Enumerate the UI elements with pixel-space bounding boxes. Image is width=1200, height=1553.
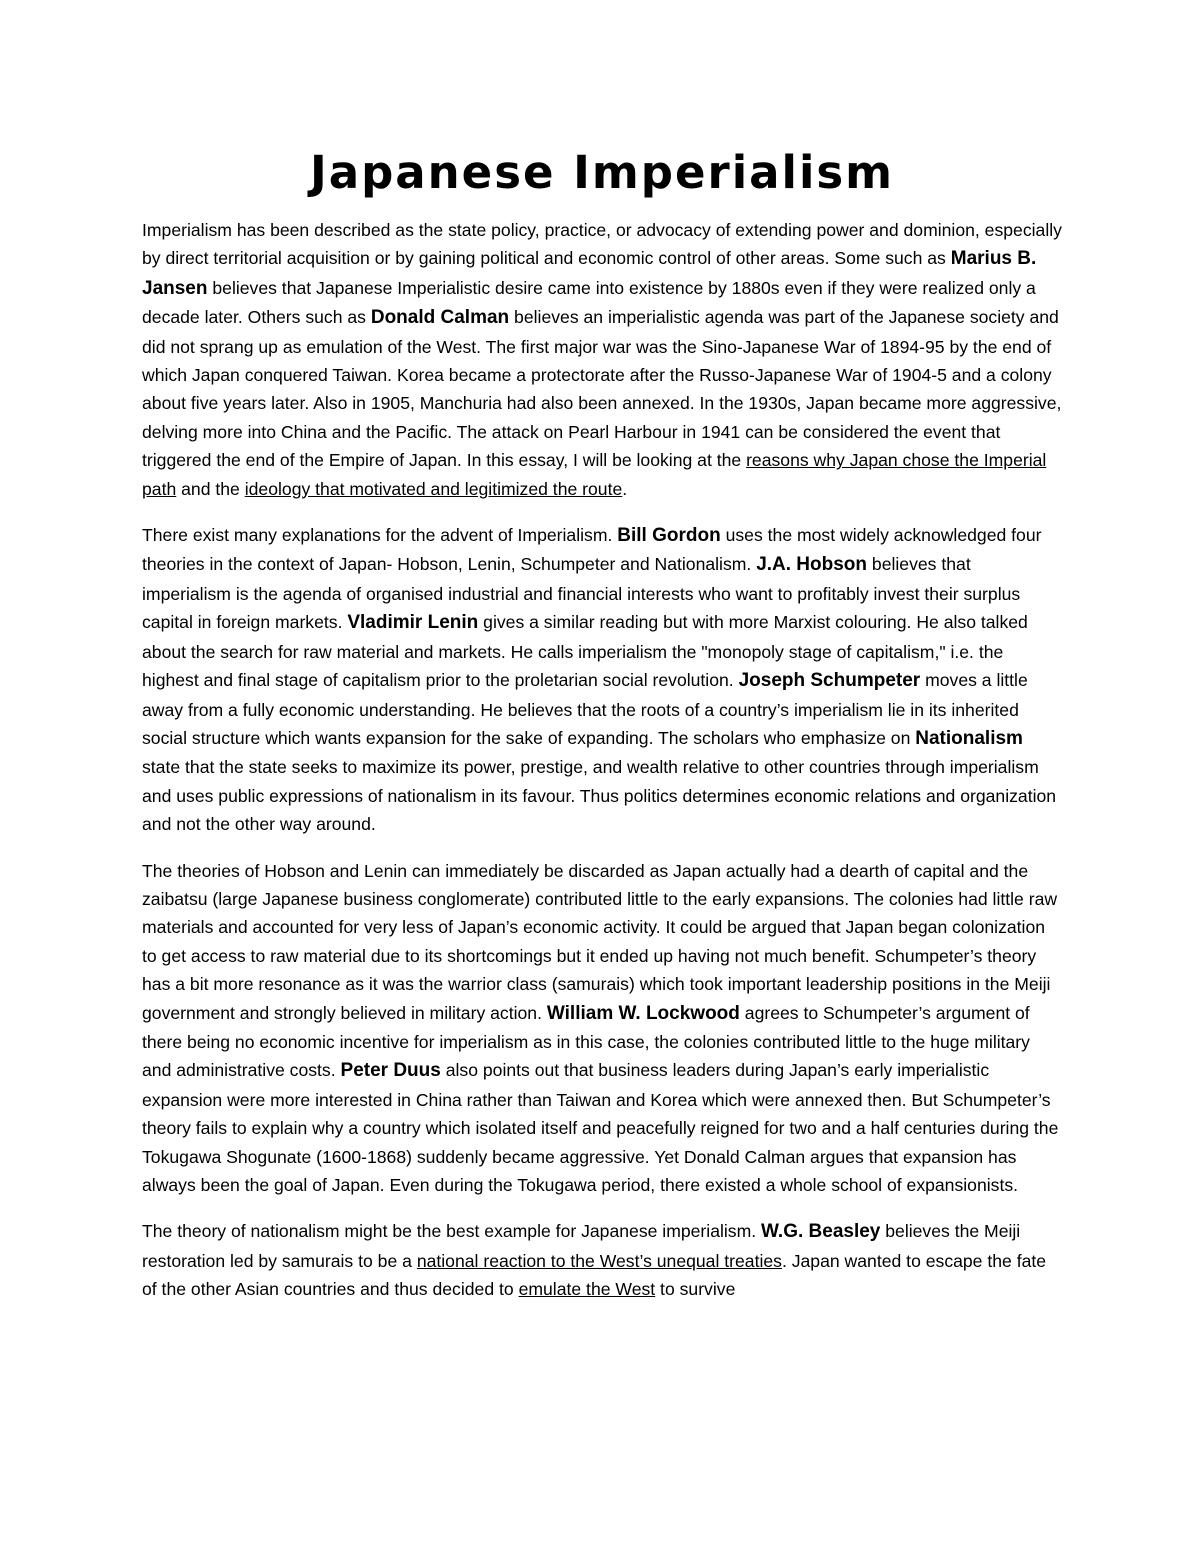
- text-run: believes an imperialistic agenda was part of the Japanese society and did not sprang up as emulation of the West. The first major war was the Sino-Japanese War of 1894-95 by the end of which Japan conquered Taiwan. Korea became a protectorate after the Russo-Japanese War of 1904-5 and a colony about five years later. Also in 1905, Manchuria had also been annexed. In the 1930s, Japan became more aggressive, delving more into China and the Pacific. The attack on Pearl Harbour in 1941 can be considered the event that triggered the end of the Empire of Japan. In this essay, I will be looking at the: [142, 307, 1062, 471]
- text-run: .: [622, 478, 628, 499]
- document-page: [142, 140, 1062, 1322]
- scholar-name: Vladimir Lenin: [347, 612, 479, 634]
- underlined-phrase: emulate the West: [518, 1279, 656, 1300]
- scholar-name: Bill Gordon: [617, 525, 721, 547]
- text-run: believes the Meiji restoration led by samurais to be a: [142, 1221, 1021, 1271]
- text-run: gives a similar reading but with more Marxist colouring. He also talked about the search for raw material and markets. He calls imperialism the "monopoly stage of capitalism," i.e. the highest and final stage of capitalism prior to the proletarian social revolution.: [142, 612, 1028, 691]
- text-run: also points out that business leaders during Japan’s early imperialistic expansion were more interested in China rather than Taiwan and Korea which were annexed then. But Schumpeter’s theory fails to explain why a country which isolated itself and peacefully reigned for two and a half centuries during the Tokugawa Shogunate (1600-1868) suddenly became aggressive. Yet Donald Calman argues that expansion has always been the goal of Japan. Even during the Tokugawa period, there existed a whole school of expansionists.: [142, 1060, 1059, 1195]
- scholar-name: Peter Duus: [340, 1060, 441, 1082]
- text-run: believes that Japanese Imperialistic desire came into existence by 1880s even if they were realized only a decade later. Others such as: [142, 277, 1036, 328]
- text-run: The theory of nationalism might be the best example for Japanese imperialism.: [142, 1221, 762, 1242]
- paragraph-3: [142, 857, 1062, 1200]
- underlined-phrase: ideology that motivated and legitimized the route: [244, 478, 623, 499]
- text-run: moves a little away from a fully economic understanding. He believes that the roots of a country’s imperialism lie in its inherited social structure which wants expansion for the sake of expanding. The scholars who emphasize on: [142, 670, 1028, 748]
- text-run: There exist many explanations for the advent of Imperialism.: [142, 525, 618, 546]
- underlined-phrase: national reaction to the West’s unequal treaties: [416, 1250, 782, 1271]
- text-run: . Japan wanted to escape the fate of the other Asian countries and thus decided to: [142, 1250, 1047, 1300]
- text-run: believes that imperialism is the agenda of organised industrial and financial interests who want to profitably invest their surplus capital in foreign markets.: [142, 554, 1021, 633]
- scholar-name: William W. Lockwood: [546, 1002, 740, 1024]
- scholar-name: Marius B. Jansen: [142, 248, 1037, 299]
- scholar-name: Nationalism: [915, 727, 1023, 749]
- paragraph-1: [142, 216, 1062, 503]
- text-run: The theories of Hobson and Lenin can immediately be discarded as Japan actually had a dearth of capital and the zaibatsu (large Japanese business conglomerate) contributed little to the early expansions. The colonies had little raw materials and accounted for very less of Japan’s economic activity. It could be argued that Japan began colonization to get access to raw material due to its shortcomings but it ended up having not much benefit. Schumpeter’s theory has a bit more resonance as it was the warrior class (samurais) which took important leadership positions in the Meiji government and strongly believed in military action.: [142, 860, 1058, 1023]
- text-run: uses the most widely acknowledged four theories in the context of Japan- Hobson, Lenin, Schumpeter and Nationalism.: [142, 525, 1042, 575]
- text-run: to survive: [655, 1279, 736, 1300]
- paragraph-2: [142, 521, 1062, 838]
- text-run: agrees to Schumpeter’s argument of there being no economic incentive for imperialism as in this case, the colonies contributed little to the huge military and administrative costs.: [142, 1002, 1030, 1081]
- scholar-name: J.A. Hobson: [756, 554, 868, 576]
- underlined-phrase: reasons why Japan chose the Imperial path: [142, 450, 1047, 499]
- paragraph-4: [142, 1217, 1062, 1303]
- scholar-name: W.G. Beasley: [761, 1221, 881, 1243]
- text-run: and the: [176, 478, 245, 499]
- text-run: Imperialism has been described as the state policy, practice, or advocacy of extending power and dominion, especially by direct territorial acquisition or by gaining political and economic control of other areas. Some such as: [142, 220, 1062, 269]
- scholar-name: Donald Calman: [370, 307, 510, 329]
- scholar-name: Joseph Schumpeter: [738, 670, 921, 692]
- text-run: state that the state seeks to maximize its power, prestige, and wealth relative to other countries through imperialism and uses public expressions of nationalism in its favour. Thus politics determines economic relations and organization and not the other way around.: [142, 757, 1057, 835]
- document-title: Japanese Imperialism: [309, 146, 895, 199]
